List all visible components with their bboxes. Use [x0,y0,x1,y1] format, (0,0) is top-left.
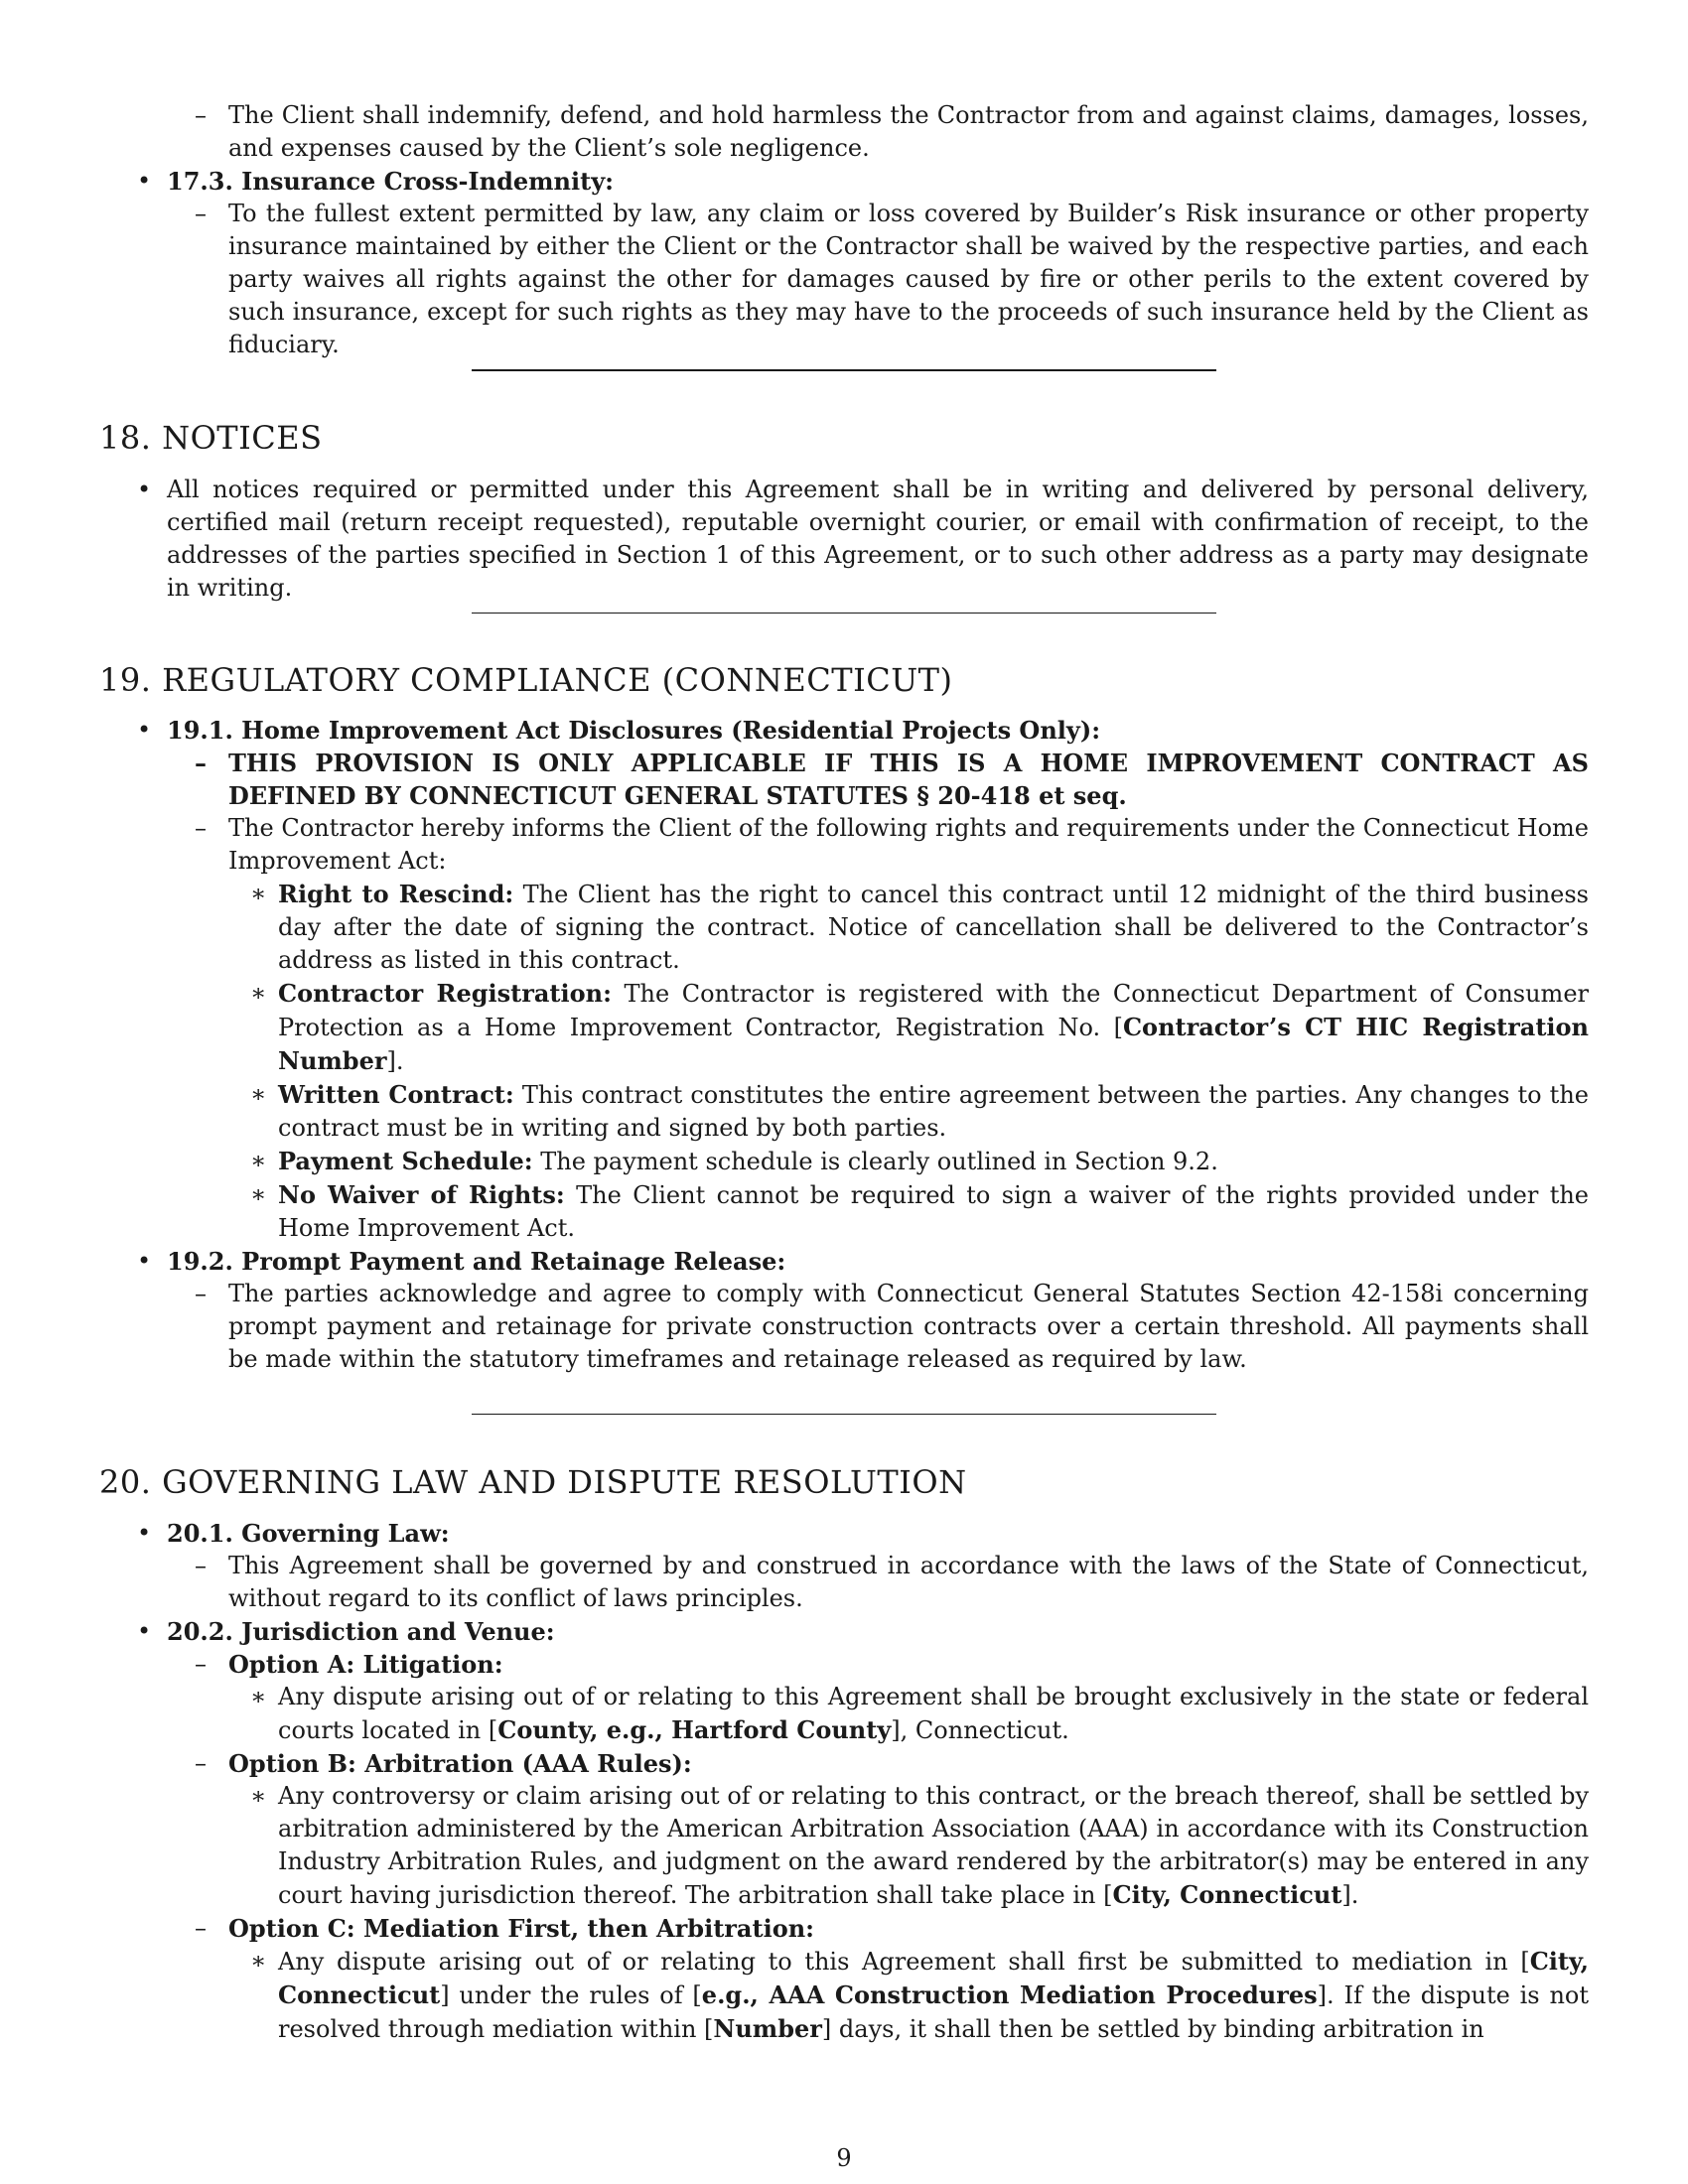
option-b-text [228,1780,1589,1912]
option-b-text-part: Any controversy or claim arising out of or relating to this contract, or the breach thereof, shall be settled by arbitration administered by the American Arbitration Association (AAA) in accordance with its Construction Industry Arbitration Rules, and judgment on the award rendered by the arbitrator(s) may be entered in any court having jurisdiction thereof. The arbitration shall take place in [ [278,1782,1589,1909]
waiver-text: The Client cannot be required to sign a waiver of the rights provided under the Home Improvement Act. [278,1181,1589,1242]
written-label: Written Contract: [278,1080,514,1109]
s20-1-heading: • 20.1. Governing Law: [167,1519,450,1548]
s17-3-item [99,165,1589,361]
mediation-rules-placeholder: e.g., AAA Construction Mediation Procedures [701,1980,1318,2009]
section-divider [472,1414,1216,1415]
option-b-heading: – Option B: Arbitration (AAA Rules): [228,1749,692,1778]
s18-notices-text: • All notices required or permitted under this Agreement shall be in writing and delivered by personal delivery, certified mail (return receipt requested), reputable overnight courier, or email with confirmation of receipt, to the addresses of the parties specified in Section 1 of this Agreement, or to such other address as a party may designate in writing. [99,474,1589,605]
s19-1-intro-text: The Contractor hereby informs the Client of the following rights and requirements under the Connecticut Home Improvement Act: [228,814,1589,875]
registration-label: Contractor Registration: [278,979,612,1008]
s20-2-item [99,1615,1589,2046]
option-a-heading: – Option A: Litigation: [228,1650,503,1679]
registration-text: The Contractor is registered with the Connecticut Department of Consumer Protection as a Home Improvement Contractor, Registration No. [ [278,980,1589,1041]
option-a-text-part: Any dispute arising out of or relating to this Agreement shall be brought exclusively in the state or federal courts located in [ [278,1683,1589,1744]
s17-3-heading: • 17.3. Insurance Cross-Indemnity: [167,167,614,196]
s20-1-item [99,1517,1589,1615]
written-contract-item [228,1078,1589,1145]
city-placeholder: City, Connecticut [278,1947,1589,2009]
s19-1-intro [167,812,1589,1245]
s19-2-text: – The parties acknowledge and agree to comply with Connecticut General Statutes Section 42-158i concerning prompt payment and retainage for private construction contracts over a certain threshold. All payments shall be made within the statutory timeframes and retainage released as required by law. [167,1278,1589,1376]
s20-1-text: – This Agreement shall be governed by and construed in accordance with the laws of the State of Connecticut, without regard to its conflict of laws principles. [167,1550,1589,1615]
contractor-registration-item [228,977,1589,1078]
page-number: 9 [836,2144,852,2172]
registration-placeholder: Contractor’s CT HIC Registration Number [278,1013,1590,1075]
s19-2-heading: • 19.2. Prompt Payment and Retainage Release: [167,1247,786,1276]
option-c-text [228,1945,1589,2046]
section-19-body [99,714,1589,1376]
s17-3-text: – To the fullest extent permitted by law, any claim or loss covered by Builder’s Risk insurance or other property insurance maintained by either the Client or the Contractor shall be waived by the respective parties, and each party waives all rights against the other for damages caused by fire or other perils to the extent covered by such insurance, except for such rights as they may have to the proceeds of such insurance held by the Client as fiduciary. [167,198,1589,361]
option-c-text-part: ]. If the dispute is not resolved through mediation within [ [278,1981,1589,2043]
waiver-label: No Waiver of Rights: [278,1180,565,1209]
city-placeholder: City, Connecticut [1112,1880,1342,1909]
no-waiver-item [228,1178,1589,1245]
option-a-item [167,1648,1589,1747]
right-to-rescind-item [228,878,1589,977]
s20-2-heading: • 20.2. Jurisdiction and Venue: [167,1617,555,1646]
section-17-continuation [99,99,1589,361]
written-text: This contract constitutes the entire agreement between the parties. Any changes to the contract must be in writing and signed by both parties. [278,1081,1589,1142]
option-c-text-part: Any dispute arising out of or relating to this Agreement shall first be submitted to mediation in [ [278,1948,1530,1976]
section-divider [472,613,1216,614]
section-divider [472,369,1216,371]
option-c-text-part: ] days, it shall then be settled by binding arbitration in [821,2015,1484,2043]
payment-schedule-item [228,1145,1589,1178]
option-c-heading: – Option C: Mediation First, then Arbitration: [228,1914,815,1943]
option-a-text [228,1681,1589,1747]
rescind-label: Right to Rescind: [278,880,514,908]
section-18-body [99,474,1589,605]
s19-1-applicability-notice: – THIS PROVISION IS ONLY APPLICABLE IF THIS IS A HOME IMPROVEMENT CONTRACT AS DEFINED BY CONNECTICUT GENERAL STATUTES § 20-418 et seq. [167,747,1589,812]
rescind-text: The Client has the right to cancel this contract until 12 midnight of the third business day after the date of signing the contract. Notice of cancellation shall be delivered to the Contractor’s address as listed in this contract. [278,881,1589,974]
section-20-title: 20. GOVERNING LAW AND DISPUTE RESOLUTION [99,1463,967,1501]
section-19-title: 19. REGULATORY COMPLIANCE (CONNECTICUT) [99,661,953,699]
s17-2-indemnify-text: – The Client shall indemnify, defend, and hold harmless the Contractor from and against claims, damages, losses, and expenses caused by the Client’s sole negligence. [167,99,1589,165]
payment-label: Payment Schedule: [278,1147,533,1175]
option-c-text-part: ] under the rules of [ [440,1981,702,2009]
s19-1-heading: • 19.1. Home Improvement Act Disclosures (Residential Projects Only): [167,716,1101,745]
registration-end: ]. [386,1047,404,1075]
s19-1-item [99,714,1589,1245]
option-b-item [167,1747,1589,1912]
s17-2-list-item [99,99,1589,165]
s19-2-item [99,1245,1589,1376]
option-a-text-end: ], Connecticut. [891,1716,1069,1744]
county-placeholder: County, e.g., Hartford County [497,1715,892,1744]
option-b-text-end: ]. [1341,1881,1359,1909]
option-c-item [167,1912,1589,2046]
payment-text: The payment schedule is clearly outlined in Section 9.2. [532,1148,1218,1175]
section-18-title: 18. NOTICES [99,419,323,457]
number-placeholder: Number [713,2014,822,2043]
section-20-body [99,1517,1589,2046]
